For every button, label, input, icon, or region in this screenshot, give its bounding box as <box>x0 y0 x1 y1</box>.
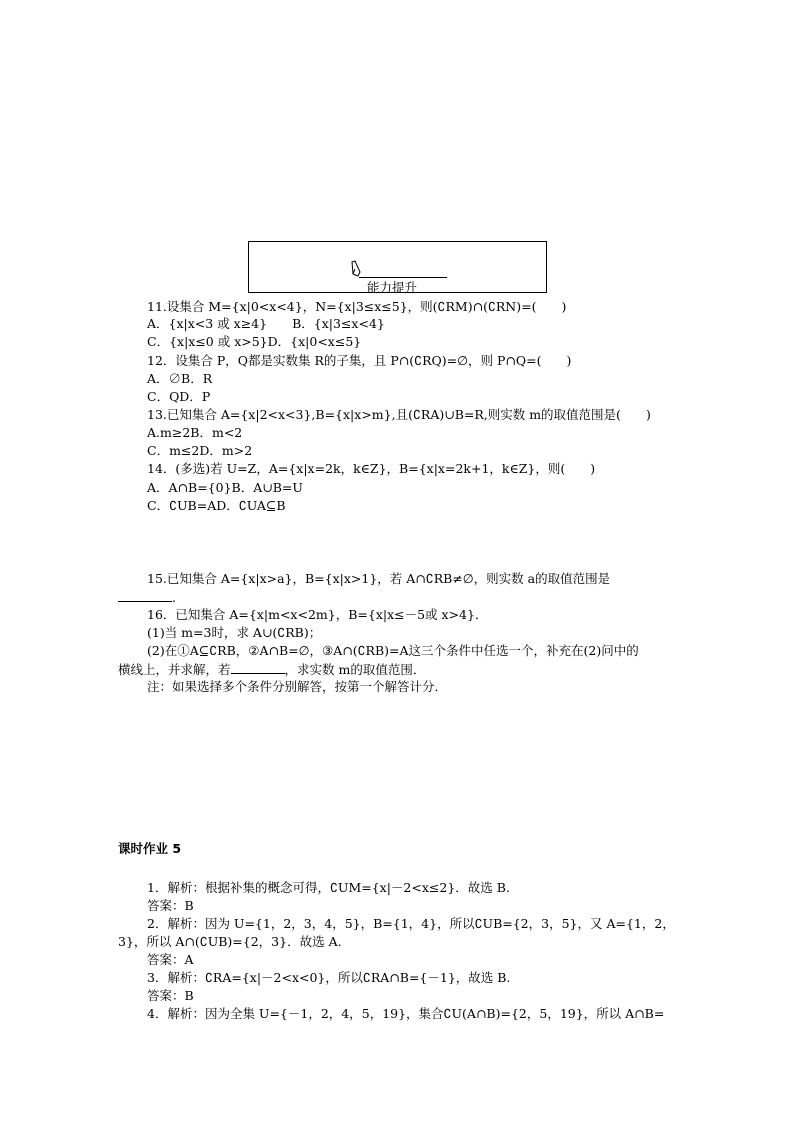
answer-3: 3．解析：∁RA={x|－2<x<0}，所以∁RA∩B={－1}，故选 B. <box>147 970 511 985</box>
question-12: 12．设集合 P，Q都是实数集 R的子集，且 P∩(∁RQ)=∅，则 P∩Q=( ) <box>147 353 572 368</box>
question-16-cont-a: 横线上，并求解，若 <box>118 662 231 677</box>
question-15-answer-line <box>118 589 176 606</box>
answer-3-result: 答案：B <box>147 988 194 1003</box>
question-13: 13.已知集合 A={x|2<x<3},B={x|x>m},且(∁RA)∪B=R,则实数 m的取值范围是( ) <box>147 407 651 422</box>
answer-1: 1．解析：根据补集的概念可得，∁UM={x|－2<x≤2}．故选 B. <box>147 880 510 895</box>
question-16-part-2: (2)在①A⊆∁RB，②A∩B=∅，③A∩(∁RB)=A这三个条件中任选一个，补充在(2)问中的 <box>147 643 639 658</box>
question-16-part-1: (1)当 m=3时，求 A∪(∁RB)； <box>147 625 322 640</box>
banner-title: 能力提升 <box>367 280 418 295</box>
answer-4: 4．解析：因为全集 U={－1，2，4，5，19}，集合∁U(A∩B)={2，5，19}，所以 A∩B= <box>147 1006 665 1021</box>
answer-1-result: 答案：B <box>147 898 194 913</box>
question-11: 11.设集合 M={x|0<x<4}，N={x|3≤x≤5}，则(∁RM)∩(∁RN)=( ) <box>147 299 567 314</box>
question-16-cont-b: ，求实数 m的取值范围． <box>284 662 426 677</box>
question-12-options-cd: C．QD．P <box>147 389 211 404</box>
question-15: 15.已知集合 A={x|x>a}，B={x|x>1}，若 A∩∁RB≠∅，则实数 a的取值范围是 <box>147 571 611 586</box>
question-14-options-cd: C．∁UB=AD．∁UA⊆B <box>147 498 286 513</box>
question-14: 14．(多选)若 U=Z，A={x|x=2k，k∈Z}，B={x|x=2k+1，k∈Z}，则( ) <box>147 461 596 476</box>
question-11-options-ab: A．{x|x<3 或 x≥4} B．{x|3≤x<4} <box>147 316 385 331</box>
question-13-options-cd: C．m≤2D．m>2 <box>147 443 253 458</box>
question-16: 16．已知集合 A={x|m<x<2m}，B={x|x≤－5或 x>4}． <box>147 607 488 622</box>
answer-2-cont: 3}，所以 A∩(∁UB)={2，3}．故选 A. <box>118 934 342 949</box>
section-banner <box>248 241 547 293</box>
answer-2: 2．解析：因为 U={1，2，3，4，5}，B={1，4}，所以∁UB={2，3，5}，又 A={1，2， <box>147 916 675 931</box>
question-12-options-ab: A．∅B．R <box>147 371 213 386</box>
question-14-options-ab: A．A∩B={0}B．A∪B=U <box>147 480 303 495</box>
question-16-note: 注：如果选择多个条件分别解答，按第一个解答计分． <box>147 679 448 694</box>
answers-heading: 课时作业 5 <box>118 841 182 856</box>
fill-blank <box>231 661 285 674</box>
answer-2-result: 答案：A <box>147 952 194 967</box>
fill-blank <box>118 589 172 602</box>
question-16-part-2-cont <box>118 661 425 678</box>
question-11-options-cd: C．{x|x≤0 或 x>5}D．{x|0<x≤5} <box>147 334 362 349</box>
question-13-options-ab: A.m≥2B．m<2 <box>147 425 243 440</box>
question-15-tail: . <box>172 590 176 605</box>
pencil-icon <box>349 260 363 278</box>
